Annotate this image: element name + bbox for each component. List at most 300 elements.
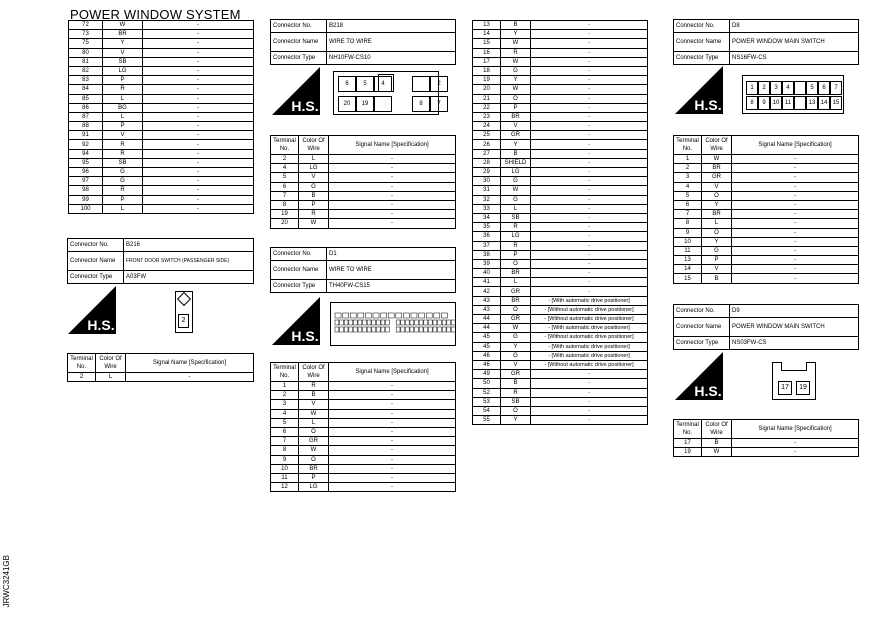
- pin-cell: [386, 327, 390, 332]
- wire-color: BR: [299, 464, 329, 473]
- table-row: [674, 182, 859, 191]
- pin-label: 8: [746, 96, 758, 110]
- terminal-no: 17: [473, 57, 501, 66]
- wire-color: B: [702, 274, 732, 283]
- wire-color: GR: [501, 315, 531, 324]
- wire-color: W: [702, 448, 732, 457]
- pin-cell: [442, 320, 446, 325]
- wire-color: P: [103, 195, 143, 204]
- signal-name: -: [531, 232, 648, 241]
- table-row: [473, 250, 648, 259]
- table-header: [68, 354, 254, 373]
- header-line: Wire: [307, 373, 320, 379]
- wire-color: O: [299, 427, 329, 436]
- svg-text:H.S.: H.S.: [87, 317, 115, 333]
- signal-name: -: [143, 158, 254, 167]
- color-header: [96, 354, 126, 373]
- header-line: Terminal: [676, 138, 699, 144]
- terminal-no: 31: [473, 186, 501, 195]
- pin-cell: [343, 313, 349, 318]
- signal-name: -: [126, 373, 254, 382]
- terminal-no: 34: [473, 213, 501, 222]
- signal-name: -: [531, 195, 648, 204]
- signal-name: -: [143, 168, 254, 177]
- signal-name: -: [143, 140, 254, 149]
- terminal-no: 7: [271, 437, 299, 446]
- signal-name: -: [531, 85, 648, 94]
- pin-cell: [405, 320, 409, 325]
- connector-name: POWER WINDOW MAIN SWITCH: [730, 33, 859, 52]
- terminal-no: 88: [69, 122, 103, 131]
- table-row: [69, 131, 254, 140]
- hs-logo: [272, 67, 320, 115]
- table-row: [473, 21, 648, 30]
- signal-name: -: [143, 57, 254, 66]
- wire-color: W: [501, 324, 531, 333]
- signal-name: -: [531, 416, 648, 425]
- table-row: [69, 140, 254, 149]
- table-row: [69, 168, 254, 177]
- table-row: [473, 76, 648, 85]
- connector-no: D9: [730, 305, 859, 318]
- table-row: [271, 173, 456, 182]
- terminal-table-d9: [673, 419, 859, 457]
- signal-name: -: [143, 177, 254, 186]
- terminal-no: 7: [674, 210, 702, 219]
- wire-color: R: [299, 210, 329, 219]
- header-line: Color Of: [705, 422, 728, 428]
- signal-name: - [Without automatic drive positioner]: [531, 360, 648, 369]
- connector-name-label: Connector Name: [271, 33, 327, 52]
- pin-cell: [335, 313, 341, 318]
- connector-name-label: Connector Name: [674, 33, 730, 52]
- svg-text:H.S.: H.S.: [291, 328, 319, 344]
- pin-cell: [335, 320, 339, 325]
- connector-type: NS16FW-CS: [730, 52, 859, 65]
- wire-color: BR: [702, 164, 732, 173]
- signal-name: -: [329, 182, 456, 191]
- pin-cell: [381, 320, 385, 325]
- pin-cell: [415, 327, 419, 332]
- terminal-no: 96: [69, 168, 103, 177]
- signal-name: -: [143, 131, 254, 140]
- signal-name: -: [329, 464, 456, 473]
- wire-color: Y: [103, 39, 143, 48]
- signal-name: -: [531, 278, 648, 287]
- connector-face-d8: [742, 75, 844, 114]
- table-row: [69, 76, 254, 85]
- terminal-no: 19: [271, 210, 299, 219]
- terminal-no: 37: [473, 241, 501, 250]
- table-row: [69, 158, 254, 167]
- wire-color: R: [501, 241, 531, 250]
- color-header: [702, 136, 732, 155]
- terminal-no: 80: [69, 48, 103, 57]
- terminal-table-3: [472, 20, 648, 425]
- wire-color: O: [501, 406, 531, 415]
- wire-color: L: [299, 418, 329, 427]
- table-row: [271, 409, 456, 418]
- wire-color: G: [501, 351, 531, 360]
- pin-cell: [428, 320, 432, 325]
- wire-color: B: [501, 149, 531, 158]
- terminal-no: 8: [674, 219, 702, 228]
- wire-color: V: [299, 173, 329, 182]
- terminal-no: 43: [473, 305, 501, 314]
- signal-name: -: [732, 173, 859, 182]
- header-line: Terminal: [676, 422, 699, 428]
- terminal-header: [271, 136, 299, 155]
- table-row: [473, 360, 648, 369]
- pin-cell: [401, 320, 405, 325]
- table-row: [473, 296, 648, 305]
- wire-color: V: [103, 131, 143, 140]
- terminal-no: 9: [271, 455, 299, 464]
- pin-cell: [353, 327, 357, 332]
- svg-text:H.S.: H.S.: [291, 98, 319, 114]
- signal-name: - [Without automatic drive positioner]: [531, 305, 648, 314]
- signal-header: Signal Name [Specification]: [329, 136, 456, 155]
- pin-cell: [415, 320, 419, 325]
- table-row: [674, 274, 859, 283]
- wire-color: Y: [501, 342, 531, 351]
- terminal-no: 86: [69, 103, 103, 112]
- table-row: [69, 21, 254, 30]
- pin-cell: [358, 327, 362, 332]
- connector-name-label: Connector Name: [271, 261, 327, 280]
- signal-name: -: [329, 418, 456, 427]
- table-row: [674, 164, 859, 173]
- terminal-no: 36: [473, 232, 501, 241]
- terminal-no: 81: [69, 57, 103, 66]
- pin-cell: [381, 327, 385, 332]
- wire-color: V: [501, 122, 531, 131]
- wire-color: L: [103, 94, 143, 103]
- wire-color: SB: [103, 57, 143, 66]
- pin-cell: [340, 320, 344, 325]
- wire-color: SHIELD: [501, 158, 531, 167]
- table-row: [674, 210, 859, 219]
- wire-color: G: [501, 195, 531, 204]
- table-row: [271, 418, 456, 427]
- pin-cell: [424, 320, 428, 325]
- terminal-no: 2: [271, 391, 299, 400]
- wire-color: R: [501, 48, 531, 57]
- signal-name: -: [531, 269, 648, 278]
- terminal-no: 1: [271, 382, 299, 391]
- signal-name: -: [143, 94, 254, 103]
- terminal-no: 84: [69, 85, 103, 94]
- signal-name: -: [531, 177, 648, 186]
- pin-cell: [365, 313, 371, 318]
- wire-color: B: [501, 21, 531, 30]
- pin-cell: [350, 313, 356, 318]
- table-row: [473, 379, 648, 388]
- signal-name: -: [329, 409, 456, 418]
- wire-color: P: [299, 200, 329, 209]
- connector-no: D8: [730, 20, 859, 33]
- connector-info-b216: [67, 238, 254, 284]
- signal-name: -: [732, 274, 859, 283]
- wire-color: BG: [103, 103, 143, 112]
- table-row: [473, 158, 648, 167]
- table-row: [473, 131, 648, 140]
- connector-type-label: Connector Type: [271, 52, 327, 65]
- pin-cell: [372, 320, 376, 325]
- terminal-no: 3: [674, 173, 702, 182]
- wire-color: LG: [299, 483, 329, 492]
- wire-color: B: [299, 191, 329, 200]
- table-row: [271, 473, 456, 482]
- signal-name: -: [143, 149, 254, 158]
- signal-name: -: [531, 57, 648, 66]
- terminal-no: 2: [271, 155, 299, 164]
- table-row: [473, 397, 648, 406]
- wire-color: B: [299, 391, 329, 400]
- table-row: [473, 342, 648, 351]
- terminal-no: 73: [69, 30, 103, 39]
- pin-label: 7: [430, 96, 448, 112]
- terminal-no: 14: [473, 30, 501, 39]
- pin-cell: [410, 320, 414, 325]
- signal-name: -: [143, 30, 254, 39]
- color-header: [299, 363, 329, 382]
- table-row: [473, 269, 648, 278]
- table-row: [674, 448, 859, 457]
- pin-label: 8: [412, 96, 430, 112]
- header-line: Wire: [710, 430, 723, 436]
- terminal-no: 4: [271, 409, 299, 418]
- signal-name: -: [143, 112, 254, 121]
- pin-cell: [447, 327, 451, 332]
- connector-key: [378, 74, 394, 92]
- terminal-no: 75: [69, 39, 103, 48]
- wire-color: O: [501, 305, 531, 314]
- header-line: No.: [279, 373, 290, 379]
- table-row: [69, 57, 254, 66]
- pin-label: [794, 96, 806, 110]
- terminal-no: 46: [473, 351, 501, 360]
- pin-label: [794, 81, 806, 95]
- terminal-no: 87: [69, 112, 103, 121]
- terminal-no: 20: [473, 85, 501, 94]
- terminal-no: 53: [473, 397, 501, 406]
- wire-color: L: [501, 278, 531, 287]
- signal-name: -: [531, 259, 648, 268]
- pin-cell: [373, 313, 379, 318]
- terminal-no: 2: [674, 164, 702, 173]
- connector-no-label: Connector No.: [674, 305, 730, 318]
- signal-name: -: [531, 149, 648, 158]
- table-row: [473, 388, 648, 397]
- connector-name: POWER WINDOW MAIN SWITCH: [730, 318, 859, 337]
- signal-name: -: [531, 140, 648, 149]
- wire-color: R: [103, 149, 143, 158]
- pin-cell: [424, 327, 428, 332]
- terminal-no: 2: [68, 373, 96, 382]
- table-row: [473, 370, 648, 379]
- table-header: [271, 136, 456, 155]
- signal-name: - [With automatic drive positioner]: [531, 342, 648, 351]
- connector-info-d9: [673, 304, 859, 350]
- wire-color: R: [501, 223, 531, 232]
- terminal-no: 6: [674, 200, 702, 209]
- table-row: [674, 200, 859, 209]
- pin-label: 7: [830, 81, 842, 95]
- terminal-no: 83: [69, 76, 103, 85]
- wire-color: G: [501, 333, 531, 342]
- pin-label: 17: [778, 381, 792, 395]
- terminal-no: 7: [271, 191, 299, 200]
- signal-name: -: [732, 191, 859, 200]
- wire-color: R: [299, 382, 329, 391]
- connector-type-label: Connector Type: [674, 337, 730, 350]
- pin-label: 2: [430, 76, 448, 92]
- connector-type-label: Connector Type: [68, 271, 124, 284]
- pin-label: 4: [374, 76, 392, 92]
- pin-cell: [438, 327, 442, 332]
- table-row: [473, 259, 648, 268]
- signal-name: -: [531, 66, 648, 75]
- table-row: [69, 39, 254, 48]
- signal-name: -: [143, 186, 254, 195]
- terminal-no: 85: [69, 94, 103, 103]
- wire-color: GR: [501, 287, 531, 296]
- wire-color: L: [702, 219, 732, 228]
- pin-cell: [358, 313, 364, 318]
- table-row: [473, 149, 648, 158]
- signal-name: -: [329, 191, 456, 200]
- signal-name: -: [732, 246, 859, 255]
- signal-name: -: [732, 237, 859, 246]
- signal-name: -: [531, 168, 648, 177]
- pin-cell: [396, 320, 400, 325]
- wire-color: W: [501, 57, 531, 66]
- connector-face-d9: [772, 362, 816, 400]
- wire-color: R: [103, 140, 143, 149]
- table-row: [69, 48, 254, 57]
- signal-name: -: [329, 164, 456, 173]
- pin-cell: [419, 320, 423, 325]
- terminal-no: 5: [271, 418, 299, 427]
- signal-name: -: [531, 112, 648, 121]
- terminal-no: 17: [674, 439, 702, 448]
- table-row: [473, 122, 648, 131]
- terminal-no: 5: [271, 173, 299, 182]
- color-header: [702, 420, 732, 439]
- table-row: [473, 315, 648, 324]
- terminal-no: 12: [271, 483, 299, 492]
- table-row: [473, 30, 648, 39]
- pin-cell: [335, 327, 339, 332]
- pin-cell: [386, 320, 390, 325]
- signal-name: -: [143, 76, 254, 85]
- header-line: No.: [682, 430, 693, 436]
- connector-name: WIRE TO WIRE: [327, 33, 456, 52]
- terminal-no: 45: [473, 342, 501, 351]
- pin-cell: [447, 320, 451, 325]
- table-row: [271, 182, 456, 191]
- signal-name: -: [531, 397, 648, 406]
- wire-color: Y: [501, 416, 531, 425]
- terminal-no: 28: [473, 158, 501, 167]
- signal-name: -: [732, 256, 859, 265]
- terminal-no: 44: [473, 324, 501, 333]
- wire-color: BR: [501, 296, 531, 305]
- terminal-no: 91: [69, 131, 103, 140]
- table-row: [473, 305, 648, 314]
- signal-name: -: [329, 200, 456, 209]
- signal-name: -: [531, 39, 648, 48]
- header-line: No.: [279, 146, 290, 152]
- signal-name: - [With automatic drive positioner]: [531, 324, 648, 333]
- connector-name-label: Connector Name: [674, 318, 730, 337]
- wire-color: V: [702, 265, 732, 274]
- pin-cell: [411, 313, 417, 318]
- pin-cell: [426, 313, 432, 318]
- table-row: [69, 177, 254, 186]
- signal-name: -: [531, 103, 648, 112]
- header-line: Terminal: [273, 365, 296, 371]
- terminal-no: 4: [674, 182, 702, 191]
- wire-color: W: [501, 85, 531, 94]
- terminal-no: 25: [473, 131, 501, 140]
- table-row: [473, 241, 648, 250]
- terminal-no: 50: [473, 379, 501, 388]
- table-row: [473, 48, 648, 57]
- table-row: [271, 427, 456, 436]
- pin-label: 3: [770, 81, 782, 95]
- wire-color: LG: [501, 168, 531, 177]
- hs-logo: [675, 352, 723, 400]
- pin-cell: [451, 327, 455, 332]
- table-row: [674, 256, 859, 265]
- pin-label: 5: [356, 76, 374, 92]
- pin-cell: [403, 313, 409, 318]
- pin-label: 5: [806, 81, 818, 95]
- terminal-no: 44: [473, 315, 501, 324]
- signal-name: -: [329, 155, 456, 164]
- table-row: [271, 219, 456, 228]
- signal-name: -: [732, 228, 859, 237]
- signal-name: -: [531, 76, 648, 85]
- wire-color: Y: [702, 200, 732, 209]
- terminal-no: 97: [69, 177, 103, 186]
- terminal-no: 95: [69, 158, 103, 167]
- signal-name: -: [531, 370, 648, 379]
- table-header: [271, 363, 456, 382]
- table-row: [69, 122, 254, 131]
- terminal-no: 20: [271, 219, 299, 228]
- pin-cell: [358, 320, 362, 325]
- signal-name: -: [531, 94, 648, 103]
- terminal-no: 21: [473, 94, 501, 103]
- signal-name: -: [732, 200, 859, 209]
- pin-cell: [349, 320, 353, 325]
- signal-name: -: [732, 448, 859, 457]
- wire-color: P: [702, 256, 732, 265]
- wire-color: O: [702, 191, 732, 200]
- table-row: [674, 191, 859, 200]
- wire-color: W: [299, 409, 329, 418]
- table-row: [271, 391, 456, 400]
- signal-name: - [With automatic drive positioner]: [531, 296, 648, 305]
- table-row: [473, 195, 648, 204]
- wire-color: G: [501, 66, 531, 75]
- pin-label: 6: [338, 76, 356, 92]
- signal-name: -: [531, 48, 648, 57]
- pin-label: [374, 96, 392, 112]
